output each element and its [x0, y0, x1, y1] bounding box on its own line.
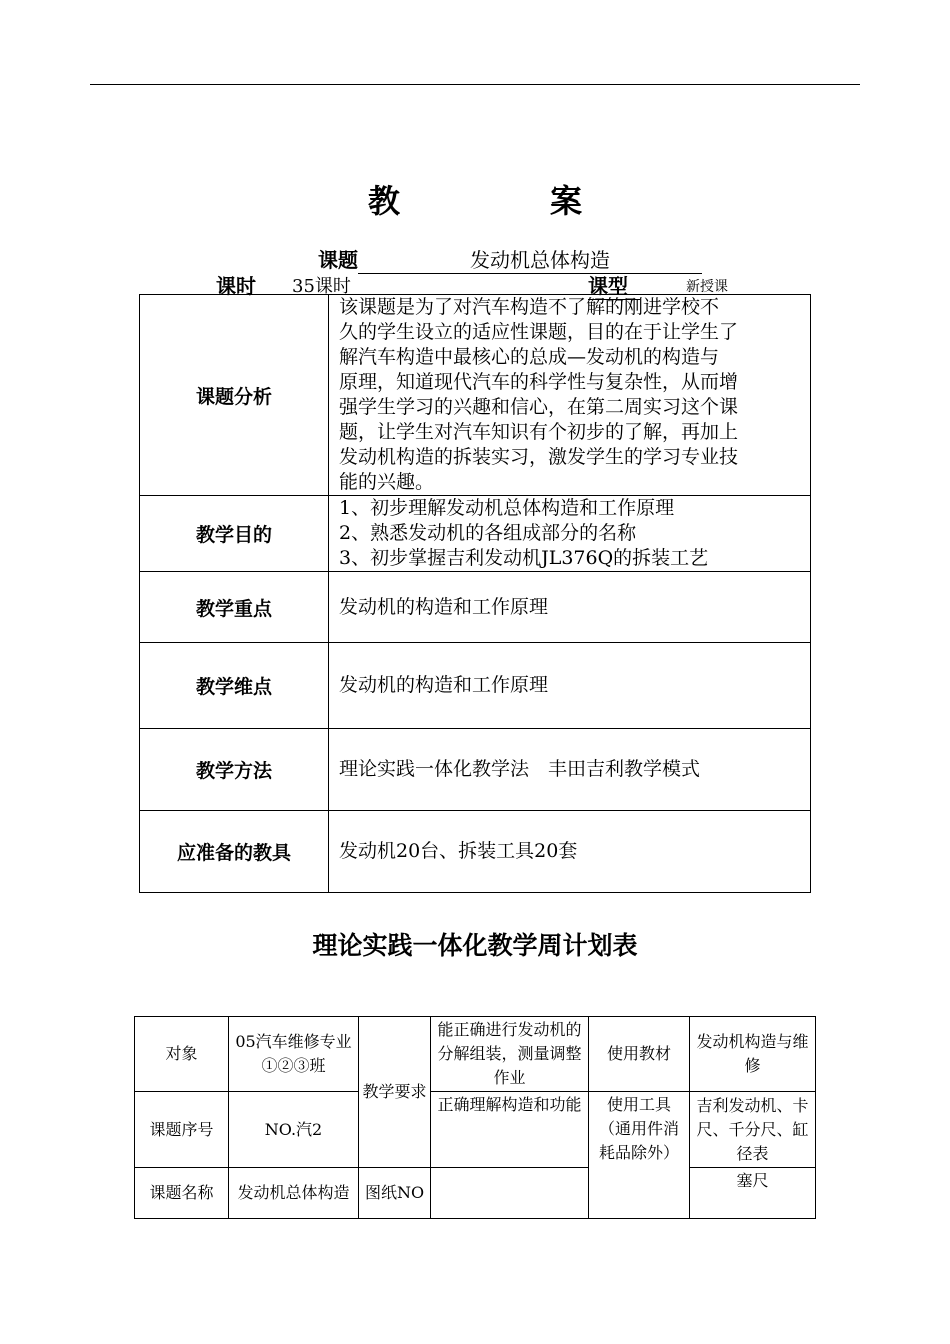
table-row: [135, 1017, 816, 1092]
table-row: [135, 1092, 816, 1168]
table-row: [140, 496, 811, 572]
goal-line: 3、初步掌握吉利发动机JL376Q的拆装工艺: [339, 547, 709, 569]
plan-tools-value-2: 塞尺: [690, 1168, 816, 1219]
lesson-no-value: NO.汽2: [229, 1092, 359, 1168]
title-char-1: 教: [367, 182, 400, 220]
type-label: 课型: [588, 270, 640, 300]
difficult-points-value: 发动机的构造和工作原理: [329, 643, 811, 729]
tools-label: 应准备的教具: [140, 811, 329, 893]
table-row: [140, 811, 811, 893]
title-char-2: 案: [550, 182, 583, 220]
requirement-1: 能正确进行发动机的分解组装，测量调整作业: [431, 1017, 589, 1092]
lesson-plan-table: [139, 294, 811, 893]
analysis-line: 原理，知道现代汽车的科学性与复杂性，从而增: [339, 371, 739, 393]
analysis-line: 发动机构造的拆装实习，激发学生的学习专业技: [339, 446, 739, 468]
analysis-line: 该课题是为了对汽车构造不了解的刚进学校不: [339, 296, 720, 318]
weekly-plan-table: [134, 1016, 816, 1219]
lesson-no-label: 课题序号: [135, 1092, 229, 1168]
hours-value: 35课时: [292, 276, 351, 297]
topic-value: 发动机总体构造: [358, 244, 702, 274]
table-row: [140, 295, 811, 496]
table-row: [135, 1168, 816, 1219]
target-label: 对象: [135, 1017, 229, 1092]
table-row: [140, 729, 811, 811]
topic-label: 课题: [318, 248, 358, 272]
blank-cell: [431, 1168, 589, 1219]
textbook-label: 使用教材: [589, 1017, 690, 1092]
requirement-2: 正确理解构造和功能: [431, 1092, 589, 1168]
analysis-line: 解汽车构造中最核心的总成—发动机的构造与: [339, 346, 720, 368]
lesson-name-label: 课题名称: [135, 1168, 229, 1219]
target-value: 05汽车维修专业①②③班: [229, 1017, 359, 1092]
drawing-label: 图纸NO: [359, 1168, 431, 1219]
analysis-line: 强学生学习的兴趣和信心，在第二周实习这个课: [339, 396, 739, 418]
key-points-value: 发动机的构造和工作原理: [329, 572, 811, 643]
plan-tools-label: 使用工具（通用件消耗品除外）: [589, 1092, 690, 1219]
goals-label: 教学目的: [140, 496, 329, 572]
topic-row: [318, 244, 702, 270]
difficult-points-label: 教学维点: [140, 643, 329, 729]
analysis-label: 课题分析: [140, 295, 329, 496]
tools-value: 发动机20台、拆装工具20套: [329, 811, 811, 893]
hours-label: 课时: [216, 274, 256, 298]
table-row: [140, 643, 811, 729]
analysis-line: 能的兴趣。: [339, 471, 435, 493]
header-rule: [90, 84, 860, 85]
analysis-line: 久的学生设立的适应性课题，目的在于让学生了: [339, 321, 739, 343]
methods-label: 教学方法: [140, 729, 329, 811]
table-row: [140, 572, 811, 643]
type-value: 新授课: [686, 279, 728, 295]
key-points-label: 教学重点: [140, 572, 329, 643]
analysis-line: 题，让学生对汽车知识有个初步的了解，再加上: [339, 421, 739, 443]
meta-row: [0, 270, 950, 296]
requirement-label: 教学要求: [359, 1017, 431, 1168]
lesson-name-value: 发动机总体构造: [229, 1168, 359, 1219]
goal-line: 2、熟悉发动机的各组成部分的名称: [339, 522, 637, 544]
page-title: [0, 176, 950, 222]
textbook-value: 发动机构造与维修: [690, 1017, 816, 1092]
analysis-text: [329, 295, 811, 496]
goals-text: [329, 496, 811, 572]
plan-tools-value-1: 吉利发动机、卡尺、千分尺、缸径表: [690, 1092, 816, 1168]
goal-line: 1、初步理解发动机总体构造和工作原理: [339, 497, 675, 519]
plan-title: 理论实践一体化教学周计划表: [312, 931, 638, 960]
methods-value: 理论实践一体化教学法 丰田吉利教学模式: [329, 729, 811, 811]
